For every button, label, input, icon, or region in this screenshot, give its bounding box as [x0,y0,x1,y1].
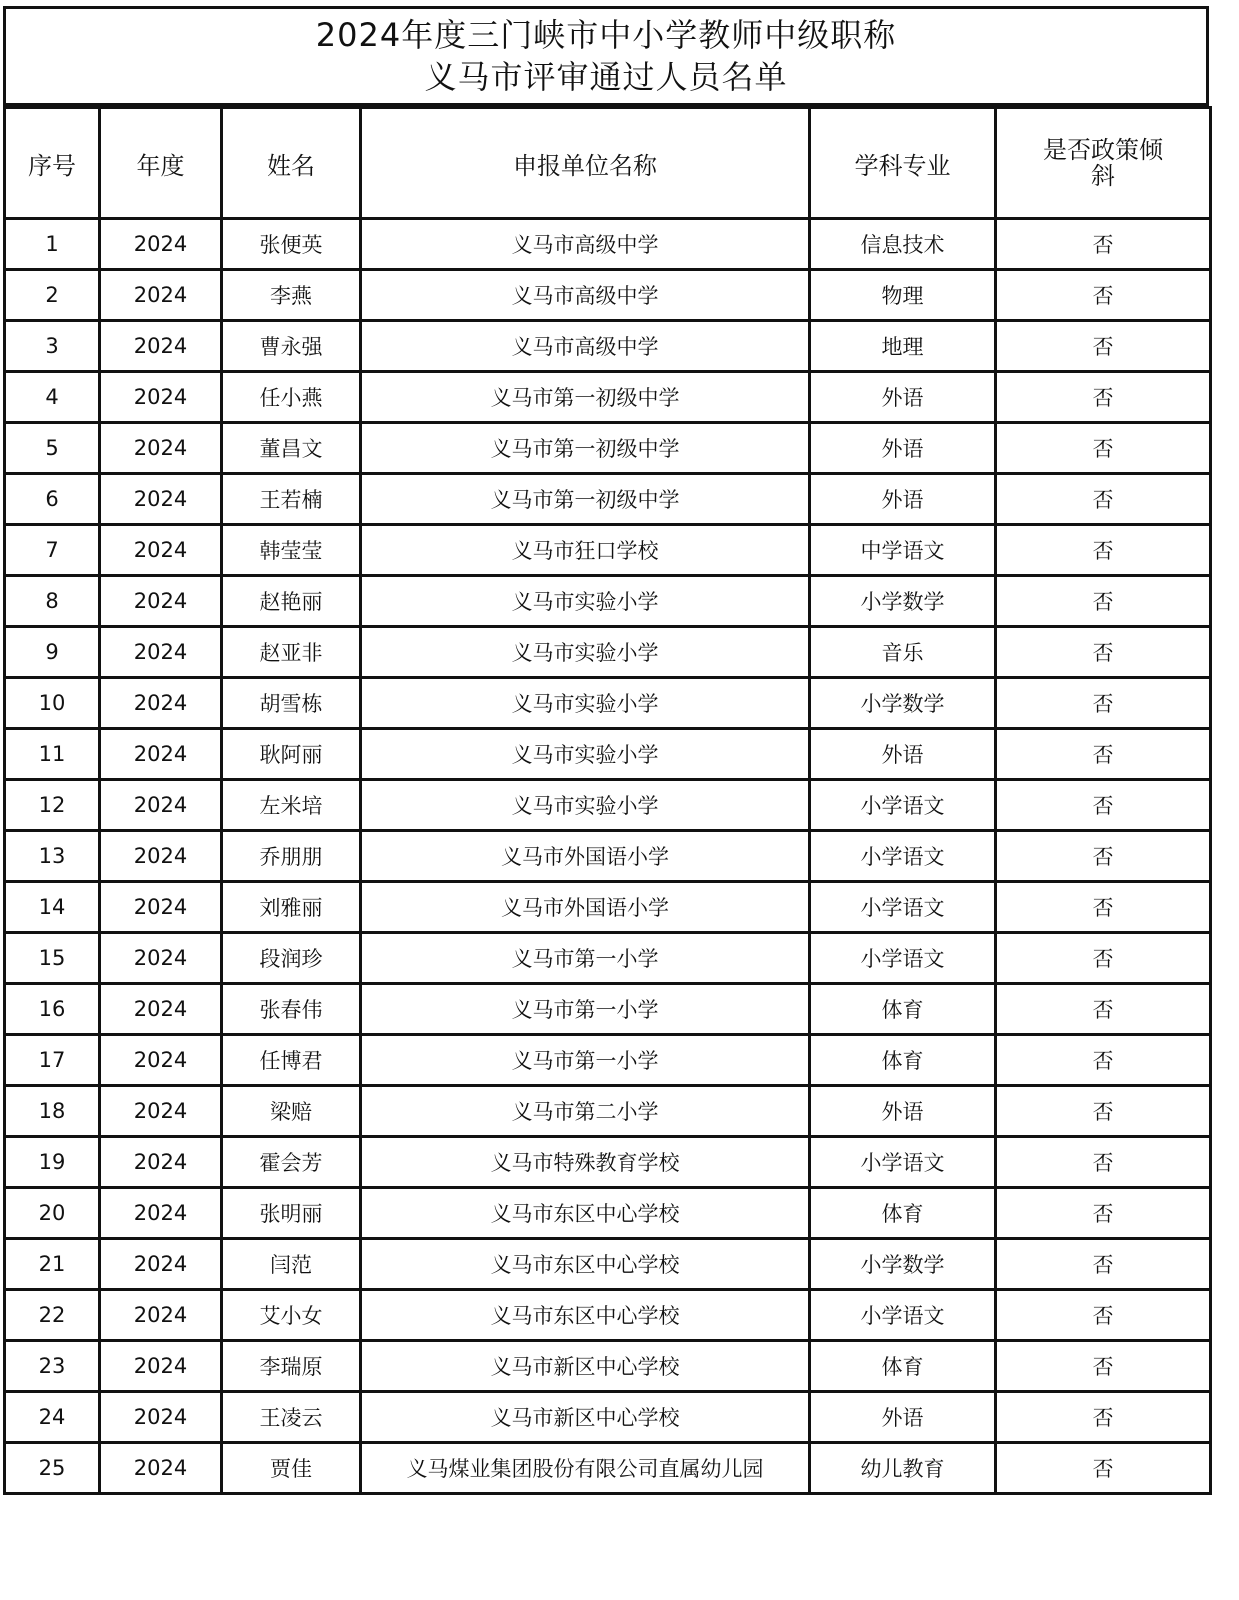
cell-year: 2024 [100,1035,222,1086]
cell-subject: 小学数学 [810,576,996,627]
table-row [5,678,1211,729]
cell-unit: 义马市实验小学 [361,729,810,780]
cell-subject: 小学语文 [810,933,996,984]
cell-policy-tilt: 否 [996,627,1211,678]
cell-name: 段润珍 [222,933,361,984]
title-block [3,6,1209,106]
cell-policy-tilt: 否 [996,576,1211,627]
cell-subject: 小学语文 [810,1290,996,1341]
cell-year: 2024 [100,780,222,831]
cell-subject: 音乐 [810,627,996,678]
cell-year: 2024 [100,627,222,678]
cell-name: 董昌文 [222,423,361,474]
cell-policy-tilt: 否 [996,678,1211,729]
cell-name: 霍会芳 [222,1137,361,1188]
title-line-2: 义马市评审通过人员名单 [424,58,788,96]
cell-policy-tilt: 否 [996,780,1211,831]
header-year: 年度 [100,108,222,219]
cell-subject: 小学语文 [810,882,996,933]
cell-subject: 体育 [810,1035,996,1086]
table-row [5,1086,1211,1137]
cell-year: 2024 [100,1443,222,1494]
cell-year: 2024 [100,1086,222,1137]
cell-unit: 义马市东区中心学校 [361,1290,810,1341]
cell-name: 李瑞原 [222,1341,361,1392]
cell-year: 2024 [100,678,222,729]
cell-unit: 义马市高级中学 [361,219,810,270]
cell-year: 2024 [100,729,222,780]
cell-subject: 物理 [810,270,996,321]
cell-year: 2024 [100,1290,222,1341]
cell-name: 张便英 [222,219,361,270]
cell-index: 7 [5,525,100,576]
cell-name: 张春伟 [222,984,361,1035]
cell-index: 4 [5,372,100,423]
header-subject: 学科专业 [810,108,996,219]
cell-year: 2024 [100,1188,222,1239]
cell-unit: 义马市第一初级中学 [361,372,810,423]
cell-name: 张明丽 [222,1188,361,1239]
cell-policy-tilt: 否 [996,1392,1211,1443]
cell-subject: 幼儿教育 [810,1443,996,1494]
cell-name: 艾小女 [222,1290,361,1341]
cell-unit: 义马市高级中学 [361,321,810,372]
cell-subject: 体育 [810,1341,996,1392]
cell-name: 梁赔 [222,1086,361,1137]
cell-unit: 义马市高级中学 [361,270,810,321]
cell-policy-tilt: 否 [996,525,1211,576]
table-row [5,882,1211,933]
table-row [5,321,1211,372]
roster-sheet [3,6,1209,1595]
cell-name: 赵亚非 [222,627,361,678]
cell-index: 18 [5,1086,100,1137]
table-row [5,219,1211,270]
table-row [5,1392,1211,1443]
cell-subject: 外语 [810,729,996,780]
cell-policy-tilt: 否 [996,882,1211,933]
cell-year: 2024 [100,984,222,1035]
cell-name: 贾佳 [222,1443,361,1494]
cell-subject: 小学语文 [810,831,996,882]
table-row [5,933,1211,984]
table-row [5,984,1211,1035]
cell-unit: 义马市东区中心学校 [361,1239,810,1290]
cell-name: 李燕 [222,270,361,321]
title-line-1: 2024年度三门峡市中小学教师中级职称 [315,16,897,54]
table-row [5,372,1211,423]
cell-name: 任小燕 [222,372,361,423]
cell-unit: 义马市第一初级中学 [361,423,810,474]
cell-policy-tilt: 否 [996,984,1211,1035]
cell-index: 21 [5,1239,100,1290]
cell-name: 赵艳丽 [222,576,361,627]
cell-unit: 义马市特殊教育学校 [361,1137,810,1188]
cell-policy-tilt: 否 [996,1290,1211,1341]
cell-index: 1 [5,219,100,270]
cell-policy-tilt: 否 [996,1239,1211,1290]
cell-year: 2024 [100,1341,222,1392]
cell-subject: 小学语文 [810,1137,996,1188]
cell-name: 闫范 [222,1239,361,1290]
cell-subject: 信息技术 [810,219,996,270]
cell-subject: 体育 [810,984,996,1035]
cell-subject: 外语 [810,1392,996,1443]
cell-unit: 义马市第一小学 [361,984,810,1035]
cell-policy-tilt: 否 [996,933,1211,984]
cell-name: 乔朋朋 [222,831,361,882]
cell-year: 2024 [100,1239,222,1290]
cell-year: 2024 [100,525,222,576]
cell-year: 2024 [100,882,222,933]
table-row [5,1443,1211,1494]
table-row [5,474,1211,525]
cell-year: 2024 [100,372,222,423]
cell-year: 2024 [100,933,222,984]
cell-policy-tilt: 否 [996,1035,1211,1086]
cell-policy-tilt: 否 [996,321,1211,372]
header-unit: 申报单位名称 [361,108,810,219]
cell-unit: 义马市新区中心学校 [361,1392,810,1443]
cell-unit: 义马市第一小学 [361,933,810,984]
cell-year: 2024 [100,576,222,627]
cell-subject: 外语 [810,1086,996,1137]
cell-policy-tilt: 否 [996,270,1211,321]
cell-policy-tilt: 否 [996,372,1211,423]
table-header-row [5,108,1211,219]
cell-year: 2024 [100,270,222,321]
cell-index: 23 [5,1341,100,1392]
cell-index: 3 [5,321,100,372]
cell-policy-tilt: 否 [996,1086,1211,1137]
roster-table [3,106,1212,1495]
table-row [5,1137,1211,1188]
cell-index: 13 [5,831,100,882]
cell-subject: 小学数学 [810,1239,996,1290]
cell-index: 17 [5,1035,100,1086]
cell-unit: 义马市实验小学 [361,780,810,831]
cell-policy-tilt: 否 [996,1188,1211,1239]
table-row [5,576,1211,627]
table-row [5,423,1211,474]
cell-name: 王若楠 [222,474,361,525]
table-row [5,270,1211,321]
cell-name: 王凌云 [222,1392,361,1443]
header-name: 姓名 [222,108,361,219]
cell-unit: 义马市外国语小学 [361,882,810,933]
cell-name: 任博君 [222,1035,361,1086]
cell-index: 25 [5,1443,100,1494]
cell-index: 15 [5,933,100,984]
cell-year: 2024 [100,1137,222,1188]
cell-name: 韩莹莹 [222,525,361,576]
cell-year: 2024 [100,831,222,882]
cell-index: 14 [5,882,100,933]
cell-subject: 小学语文 [810,780,996,831]
cell-index: 19 [5,1137,100,1188]
cell-policy-tilt: 否 [996,474,1211,525]
cell-unit: 义马市新区中心学校 [361,1341,810,1392]
table-row [5,1035,1211,1086]
cell-unit: 义马市实验小学 [361,576,810,627]
cell-year: 2024 [100,474,222,525]
cell-unit: 义马市第一小学 [361,1035,810,1086]
table-row [5,1188,1211,1239]
cell-subject: 外语 [810,372,996,423]
cell-name: 胡雪栋 [222,678,361,729]
cell-unit: 义马市东区中心学校 [361,1188,810,1239]
table-row [5,1290,1211,1341]
cell-year: 2024 [100,219,222,270]
table-row [5,1239,1211,1290]
cell-policy-tilt: 否 [996,1341,1211,1392]
cell-index: 10 [5,678,100,729]
table-row [5,1341,1211,1392]
cell-subject: 地理 [810,321,996,372]
cell-subject: 外语 [810,474,996,525]
cell-policy-tilt: 否 [996,1443,1211,1494]
table-row [5,525,1211,576]
cell-index: 9 [5,627,100,678]
cell-index: 12 [5,780,100,831]
cell-unit: 义马市实验小学 [361,678,810,729]
header-policy-tilt [996,108,1211,219]
cell-unit: 义马煤业集团股份有限公司直属幼儿园 [361,1443,810,1494]
cell-index: 8 [5,576,100,627]
cell-index: 16 [5,984,100,1035]
cell-unit: 义马市外国语小学 [361,831,810,882]
cell-name: 曹永强 [222,321,361,372]
cell-unit: 义马市第二小学 [361,1086,810,1137]
cell-index: 24 [5,1392,100,1443]
cell-name: 耿阿丽 [222,729,361,780]
table-row [5,831,1211,882]
cell-policy-tilt: 否 [996,729,1211,780]
header-policy-tilt-label: 是否政策倾斜 [1043,135,1163,190]
cell-policy-tilt: 否 [996,423,1211,474]
cell-unit: 义马市狂口学校 [361,525,810,576]
cell-subject: 中学语文 [810,525,996,576]
cell-unit: 义马市实验小学 [361,627,810,678]
cell-index: 6 [5,474,100,525]
cell-policy-tilt: 否 [996,219,1211,270]
cell-year: 2024 [100,423,222,474]
cell-index: 20 [5,1188,100,1239]
cell-unit: 义马市第一初级中学 [361,474,810,525]
cell-index: 5 [5,423,100,474]
cell-name: 左米培 [222,780,361,831]
cell-policy-tilt: 否 [996,1137,1211,1188]
table-row [5,729,1211,780]
header-index: 序号 [5,108,100,219]
cell-index: 2 [5,270,100,321]
cell-index: 22 [5,1290,100,1341]
cell-subject: 体育 [810,1188,996,1239]
table-row [5,627,1211,678]
table-body [5,219,1211,1494]
cell-name: 刘雅丽 [222,882,361,933]
cell-index: 11 [5,729,100,780]
cell-subject: 外语 [810,423,996,474]
cell-year: 2024 [100,321,222,372]
cell-policy-tilt: 否 [996,831,1211,882]
cell-subject: 小学数学 [810,678,996,729]
table-row [5,780,1211,831]
cell-year: 2024 [100,1392,222,1443]
